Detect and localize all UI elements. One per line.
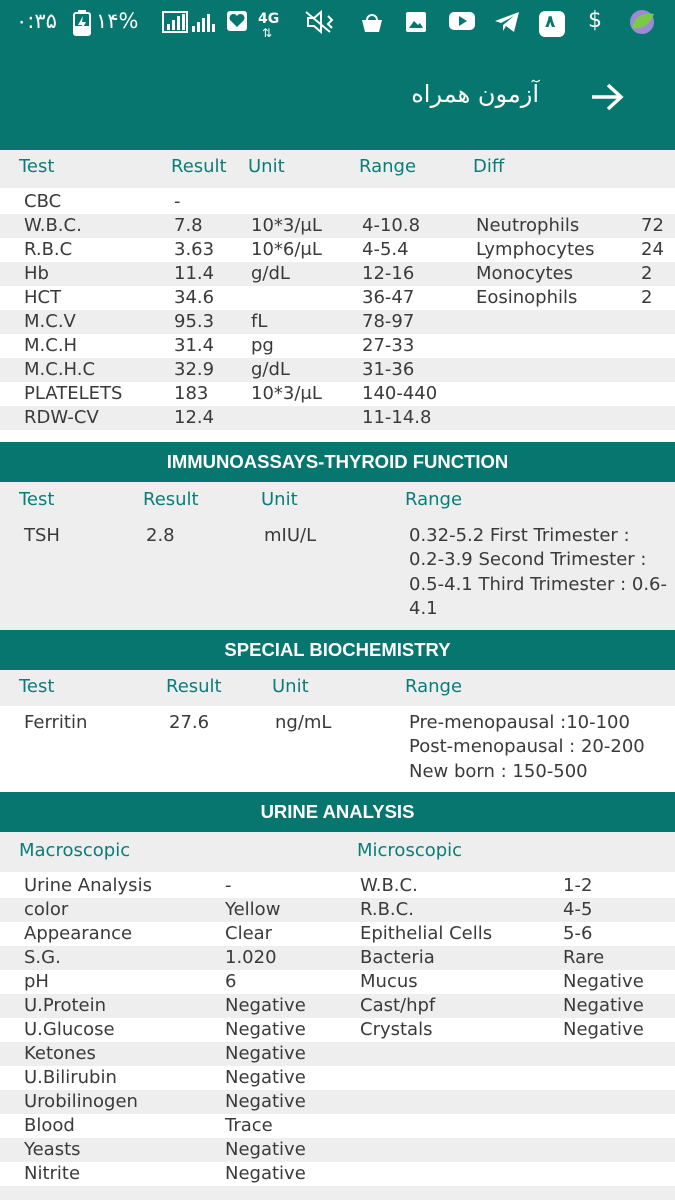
micro-value: Rare bbox=[563, 947, 605, 968]
diff-name: Eosinophils bbox=[476, 287, 578, 308]
section-title-thyroid: IMMUNOASSAYS-THYROID FUNCTION bbox=[0, 442, 675, 482]
macro-value: - bbox=[225, 875, 232, 896]
urine-table bbox=[0, 872, 675, 1200]
shopping-basket-icon bbox=[360, 10, 384, 34]
macro-name: Ketones bbox=[24, 1043, 96, 1064]
wifi-heart-icon bbox=[226, 10, 248, 32]
cbc-result: 34.6 bbox=[174, 287, 215, 308]
macro-value: Negative bbox=[225, 995, 306, 1016]
micro-value: 5-6 bbox=[563, 923, 593, 944]
thyroid-header-range: Range bbox=[405, 489, 463, 510]
biochem-range-line: New born : 150-500 bbox=[409, 760, 588, 782]
youtube-icon bbox=[448, 10, 476, 32]
biochem-header-row bbox=[0, 670, 675, 706]
diff-value: 24 bbox=[641, 239, 664, 260]
section-title-urine: URINE ANALYSIS bbox=[0, 792, 675, 832]
macro-value: Negative bbox=[225, 1067, 306, 1088]
biochem-range-line: Pre-menopausal :10-100 bbox=[409, 712, 630, 733]
macro-value: Negative bbox=[225, 1043, 306, 1064]
cbc-unit: 10*3/μL bbox=[251, 383, 322, 404]
macro-name: Nitrite bbox=[24, 1163, 81, 1184]
thyroid-header-unit: Unit bbox=[261, 489, 298, 510]
cbc-header-result: Result bbox=[171, 156, 227, 177]
macro-name: Blood bbox=[24, 1115, 75, 1136]
thyroid-unit: mIU/L bbox=[264, 525, 317, 546]
arrow-right-icon bbox=[584, 76, 630, 118]
macro-value: 1.020 bbox=[225, 947, 277, 968]
biochem-test: Ferritin bbox=[24, 712, 88, 733]
micro-name: Cast/hpf bbox=[360, 995, 436, 1016]
cbc-test: M.C.H.C bbox=[24, 359, 96, 380]
cbc-range: 12-16 bbox=[362, 263, 415, 284]
leaf-app-icon bbox=[626, 8, 658, 36]
macro-value: Negative bbox=[225, 1091, 306, 1112]
cbc-unit: g/dL bbox=[251, 263, 290, 284]
cbc-range: 11-14.8 bbox=[362, 407, 432, 428]
cbc-unit: pg bbox=[251, 335, 274, 356]
thyroid-header-row bbox=[0, 482, 675, 518]
cbc-header-diff: Diff bbox=[473, 156, 505, 177]
macro-value: Negative bbox=[225, 1139, 306, 1160]
diff-name: Monocytes bbox=[476, 263, 574, 284]
thyroid-range-line: 0.5-4.1 Third Trimester : 0.6- bbox=[409, 573, 668, 595]
macro-name: color bbox=[24, 899, 69, 920]
telegram-icon bbox=[494, 10, 520, 34]
battery-charging-icon bbox=[72, 10, 92, 36]
cbc-range: 4-5.4 bbox=[362, 239, 409, 260]
macro-value: Clear bbox=[225, 923, 273, 944]
cbc-result: 95.3 bbox=[174, 311, 215, 332]
micro-name: Mucus bbox=[360, 971, 418, 992]
cbc-range: 31-36 bbox=[362, 359, 415, 380]
diff-name: Lymphocytes bbox=[476, 239, 595, 260]
micro-value: 4-5 bbox=[563, 899, 593, 920]
cbc-table bbox=[0, 188, 675, 442]
cbc-test: M.C.V bbox=[24, 311, 76, 332]
biochem-header-result: Result bbox=[166, 676, 222, 697]
diff-value: 2 bbox=[641, 263, 653, 284]
cbc-result: 7.8 bbox=[174, 215, 203, 236]
macro-value: Negative bbox=[225, 1019, 306, 1040]
micro-name: Epithelial Cells bbox=[360, 923, 493, 944]
cbc-test: R.B.C bbox=[24, 239, 73, 260]
status-time: ۰:۳۵ bbox=[16, 9, 57, 33]
biochem-header-unit: Unit bbox=[272, 676, 309, 697]
cbc-result: 12.4 bbox=[174, 407, 215, 428]
thyroid-range-line: 4.1 bbox=[409, 597, 438, 619]
cbc-range: 4-10.8 bbox=[362, 215, 421, 236]
micro-value: Negative bbox=[563, 971, 644, 992]
page-title: آزمون همراه bbox=[411, 80, 539, 108]
status-bar bbox=[0, 0, 675, 44]
biochem-range bbox=[409, 711, 645, 784]
cbc-unit: 10*6/μL bbox=[251, 239, 322, 260]
micro-value: Negative bbox=[563, 995, 644, 1016]
back-button[interactable] bbox=[584, 76, 630, 118]
micro-name: R.B.C. bbox=[360, 899, 414, 920]
biochem-result: 27.6 bbox=[169, 712, 210, 733]
micro-name: W.B.C. bbox=[360, 875, 418, 896]
mute-vibrate-icon bbox=[304, 10, 340, 34]
macro-name: Urine Analysis bbox=[24, 875, 152, 896]
data-arrows-icon: ⇅ bbox=[262, 26, 273, 40]
macro-value: 6 bbox=[225, 971, 237, 992]
biochem-unit: ng/mL bbox=[275, 712, 332, 733]
biochem-header-test: Test bbox=[19, 676, 55, 697]
diff-name: Neutrophils bbox=[476, 215, 580, 236]
cbc-header-range: Range bbox=[359, 156, 417, 177]
macro-name: U.Bilirubin bbox=[24, 1067, 117, 1088]
biochem-row bbox=[0, 706, 675, 792]
cbc-range: 36-47 bbox=[362, 287, 415, 308]
cbc-range: 27-33 bbox=[362, 335, 415, 356]
cbc-test: RDW-CV bbox=[24, 407, 99, 428]
cbc-result: 3.63 bbox=[174, 239, 215, 260]
macro-name: U.Glucose bbox=[24, 1019, 115, 1040]
macro-name: U.Protein bbox=[24, 995, 106, 1016]
biochem-header-range: Range bbox=[405, 676, 463, 697]
macro-value: Yellow bbox=[225, 899, 281, 920]
micro-value: 1-2 bbox=[563, 875, 593, 896]
cbc-range: 140-440 bbox=[362, 383, 438, 404]
biochem-range-line: Post-menopausal : 20-200 bbox=[409, 736, 645, 758]
thyroid-row bbox=[0, 518, 675, 630]
thyroid-range-line: 0.32-5.2 First Trimester : bbox=[409, 525, 630, 546]
status-network-type: 4G bbox=[258, 11, 280, 27]
status-battery-percent: ۱۴% bbox=[96, 9, 139, 33]
cbc-unit: g/dL bbox=[251, 359, 290, 380]
cbc-test: PLATELETS bbox=[24, 383, 123, 404]
cbc-result: 31.4 bbox=[174, 335, 215, 356]
cbc-header-row bbox=[0, 150, 675, 188]
cbc-test: W.B.C. bbox=[24, 215, 82, 236]
cbc-test: HCT bbox=[24, 287, 62, 308]
cbc-result: 11.4 bbox=[174, 263, 215, 284]
macro-name: Urobilinogen bbox=[24, 1091, 138, 1112]
macro-name: Appearance bbox=[24, 923, 133, 944]
cbc-result: - bbox=[174, 191, 181, 212]
thyroid-range bbox=[409, 524, 667, 621]
cbc-test: CBC bbox=[24, 191, 62, 212]
diff-value: 72 bbox=[641, 215, 664, 236]
cbc-result: 183 bbox=[174, 383, 209, 404]
signal-strength-icon bbox=[162, 10, 218, 34]
cbc-unit: 10*3/μL bbox=[251, 215, 322, 236]
cbc-test: Hb bbox=[24, 263, 49, 284]
app-badge-number: ۸ bbox=[545, 12, 556, 32]
cbc-header-test: Test bbox=[19, 156, 55, 177]
diff-value: 2 bbox=[641, 287, 653, 308]
dollar-icon: $ bbox=[588, 8, 602, 33]
macro-value: Negative bbox=[225, 1163, 306, 1184]
thyroid-test: TSH bbox=[24, 525, 60, 546]
cbc-result: 32.9 bbox=[174, 359, 215, 380]
macro-name: Yeasts bbox=[24, 1139, 81, 1160]
urine-header-row bbox=[0, 832, 675, 872]
cbc-header-unit: Unit bbox=[248, 156, 285, 177]
micro-name: Crystals bbox=[360, 1019, 433, 1040]
cbc-unit: fL bbox=[251, 311, 268, 332]
thyroid-header-result: Result bbox=[143, 489, 199, 510]
macro-name: pH bbox=[24, 971, 49, 992]
section-title-biochem: SPECIAL BIOCHEMISTRY bbox=[0, 630, 675, 670]
gallery-icon bbox=[404, 10, 428, 34]
cbc-test: M.C.H bbox=[24, 335, 78, 356]
cbc-range: 78-97 bbox=[362, 311, 415, 332]
urine-header-microscopic: Microscopic bbox=[357, 840, 463, 861]
micro-name: Bacteria bbox=[360, 947, 435, 968]
thyroid-header-test: Test bbox=[19, 489, 55, 510]
app-header bbox=[0, 0, 675, 150]
macro-value: Trace bbox=[225, 1115, 273, 1136]
thyroid-result: 2.8 bbox=[146, 525, 175, 546]
macro-name: S.G. bbox=[24, 947, 61, 968]
urine-header-macroscopic: Macroscopic bbox=[19, 840, 131, 861]
thyroid-range-line: 0.2-3.9 Second Trimester : bbox=[409, 549, 647, 571]
micro-value: Negative bbox=[563, 1019, 644, 1040]
